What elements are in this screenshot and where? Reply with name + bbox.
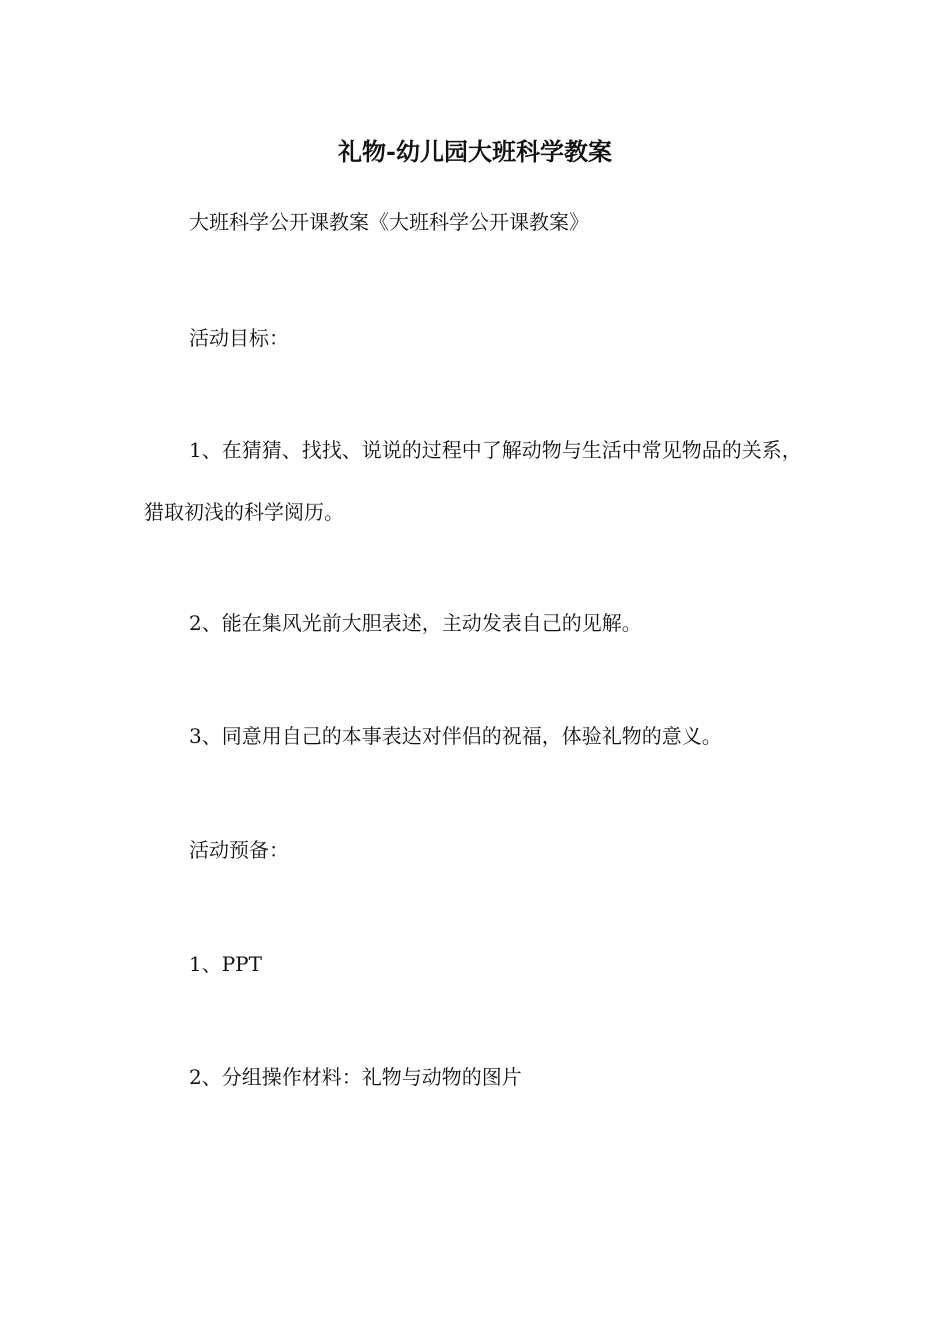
paragraph-course-name: 大班科学公开课教案《大班科学公开课教案》 <box>189 210 589 234</box>
document-title: 礼物-幼儿园大班科学教案 <box>338 137 612 166</box>
paragraph-objective-1: 1、在猜猜、找找、说说的过程中了解动物与生活中常见物品的关系，猎取初浅的科学阅历。 <box>144 438 802 524</box>
paragraph-preparation-heading: 活动预备： <box>189 838 289 862</box>
paragraph-objective-2: 2、能在集风光前大胆表述，主动发表自己的见解。 <box>189 611 642 635</box>
paragraph-preparation-2: 2、分组操作材料：礼物与动物的图片 <box>189 1065 522 1089</box>
paragraph-preparation-1: 1、PPT <box>189 952 262 976</box>
paragraph-objective-3: 3、同意用自己的本事表达对伴侣的祝福，体验礼物的意义。 <box>189 724 722 748</box>
paragraph-objectives-heading: 活动目标： <box>189 326 289 350</box>
